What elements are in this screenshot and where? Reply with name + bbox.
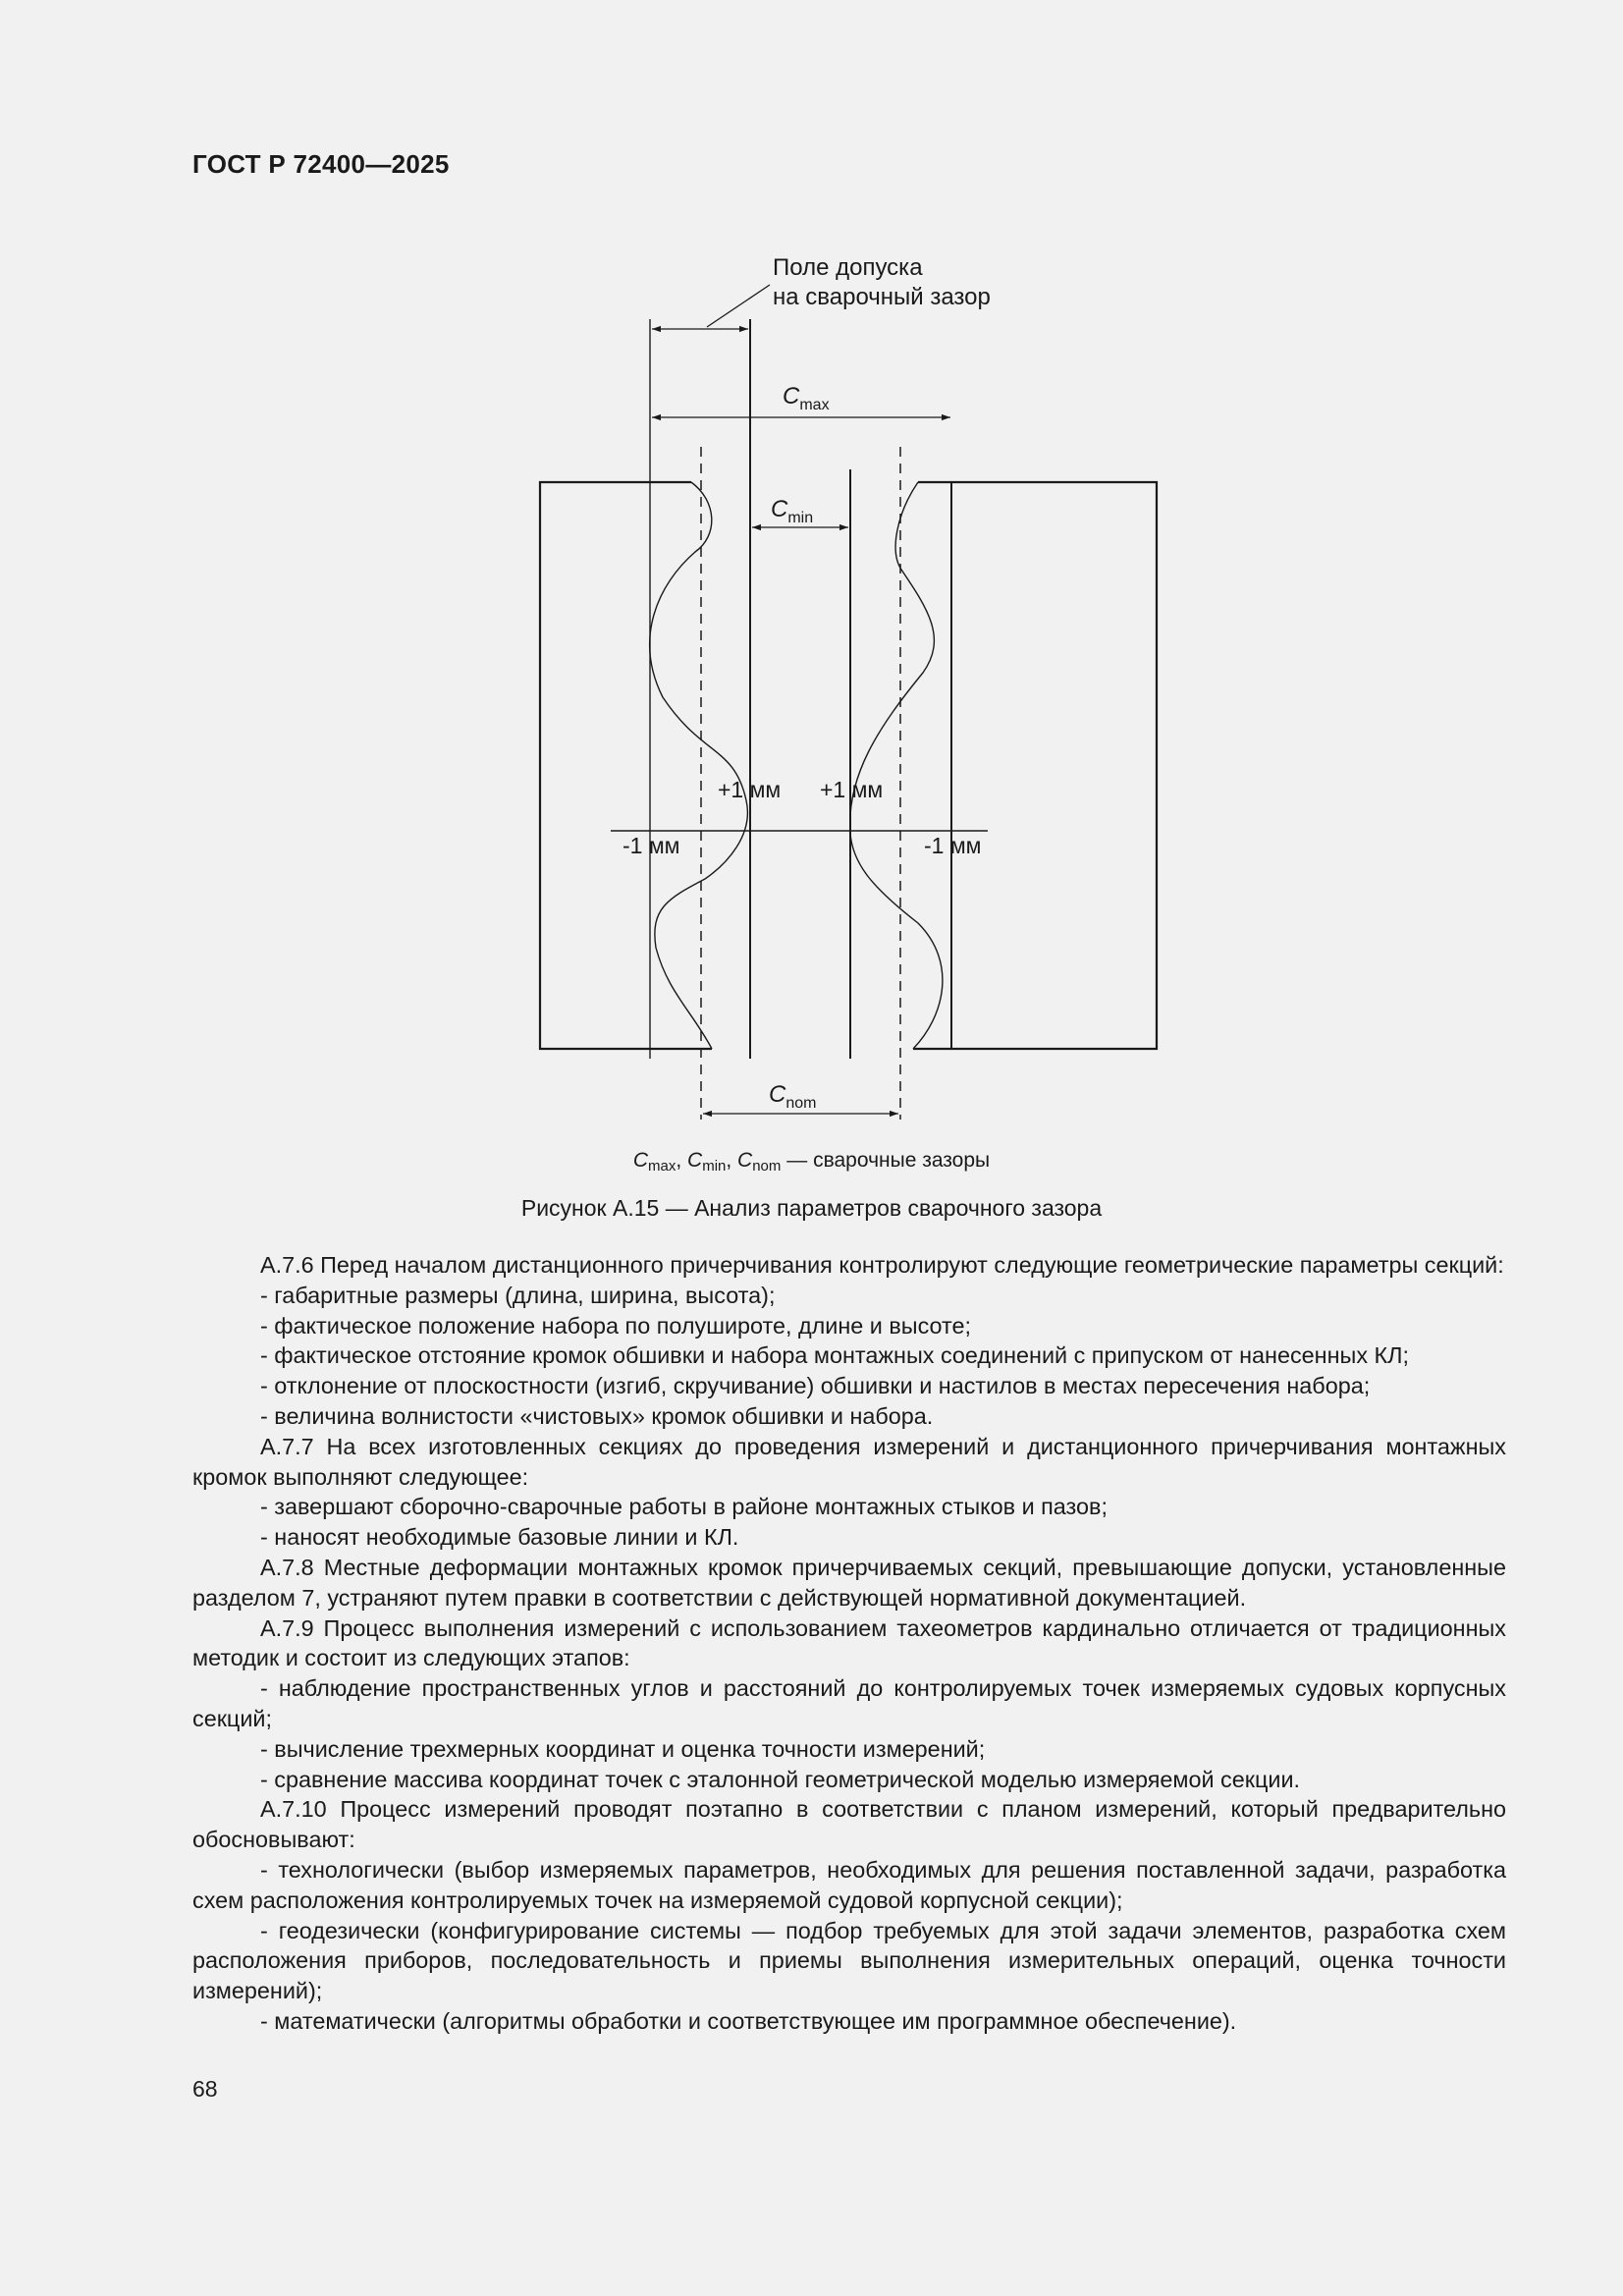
paragraph-a77: А.7.7 На всех изготовленных секциях до проведения измерений и дистанционного причерчивания монтажных кромок выполняют следующее: [192, 1433, 1506, 1490]
tolerance-label-line2: на сварочный зазор [773, 284, 991, 310]
paragraph-a710: А.7.10 Процесс измерений проводят поэтапно в соответствии с планом измерений, который предварительно обосновывают: [192, 1796, 1506, 1853]
figure-legend: $C_{max}$, $C_{min}$, $C_{nom}$ — сварочные зазоры [632, 1149, 991, 1175]
list-item: - математически (алгоритмы обработки и соответствующее им программное обеспечение). [260, 2007, 1237, 2034]
list-item: - габаритные размеры (длина, ширина, высота); [260, 1282, 776, 1308]
left-plate-edge-curve [650, 482, 748, 1049]
right-plate-edge-curve [850, 482, 943, 1049]
list-item: - наносят необходимые базовые линии и КЛ. [260, 1524, 739, 1551]
body-text [192, 1250, 1506, 2037]
list-item: - фактическое положение набора по полушироте, длине и высоте; [260, 1312, 972, 1339]
list-item: - величина волнистости «чистовых» кромок обшивки и набора. [260, 1402, 934, 1429]
cmin-label: $C_{min}$ [771, 496, 814, 526]
left-plate-outline [540, 482, 712, 1049]
plus-1mm-right-label: +1 мм [820, 777, 884, 802]
cmax-label: $C_{max}$ [783, 383, 830, 413]
figure-title: Рисунок А.15 — Анализ параметров сварочного зазора [520, 1195, 1103, 1221]
paragraph-a78: А.7.8 Местные деформации монтажных кромок причерчиваемых секций, превышающие допуски, установленные разделом 7, устраняют путем правки в соответствии с действующей нормативной документацией. [192, 1554, 1506, 1611]
list-item: - вычисление трехмерных координат и оценка точности измерений; [260, 1735, 986, 1762]
cnom-label: $C_{nom}$ [769, 1081, 817, 1112]
list-item: - фактическое отстояние кромок обшивки и набора монтажных соединений с припуском от нанесенных КЛ; [260, 1342, 1409, 1369]
list-item: - завершают сборочно-сварочные работы в районе монтажных стыков и пазов; [260, 1494, 1108, 1520]
paragraph-a76: А.7.6 Перед началом дистанционного причерчивания контролируют следующие геометрические параметры секций: [260, 1252, 1504, 1278]
list-item: - технологически (выбор измеряемых параметров, необходимых для решения поставленной задачи, разработка схем расположения контролируемых точек на измеряемой судовой корпусной секции); [192, 1856, 1506, 1913]
paragraph-a79: А.7.9 Процесс выполнения измерений с использованием тахеометров кардинально отличается от традиционных методик и состоит из следующих этапов: [192, 1614, 1506, 1671]
list-item: - сравнение массива координат точек с эталонной геометрической моделью измеряемой секции. [260, 1766, 1301, 1792]
list-item: - отклонение от плоскостности (изгиб, скручивание) обшивки и настилов в местах пересечения набора; [260, 1373, 1371, 1399]
tolerance-label-line1: Поле допуска [773, 254, 923, 281]
minus-1mm-right-label: -1 мм [924, 833, 982, 858]
plus-1mm-left-label: +1 мм [718, 777, 782, 802]
list-item: - наблюдение пространственных углов и расстояний до контролируемых точек измеряемых судовых корпусных секций; [192, 1675, 1506, 1731]
page-number: 68 [192, 2076, 218, 2102]
list-item: - геодезически (конфигурирование системы — подбор требуемых для этой задачи элементов, разработка схем расположения приборов, последовательность и приемы выполнения измерительных операций, оценка точности измерений); [192, 1917, 1506, 2004]
minus-1mm-left-label: -1 мм [622, 833, 680, 858]
document-header: ГОСТ Р 72400—2025 [192, 149, 450, 179]
tolerance-leader [707, 285, 770, 327]
right-plate-outline [913, 482, 1157, 1049]
